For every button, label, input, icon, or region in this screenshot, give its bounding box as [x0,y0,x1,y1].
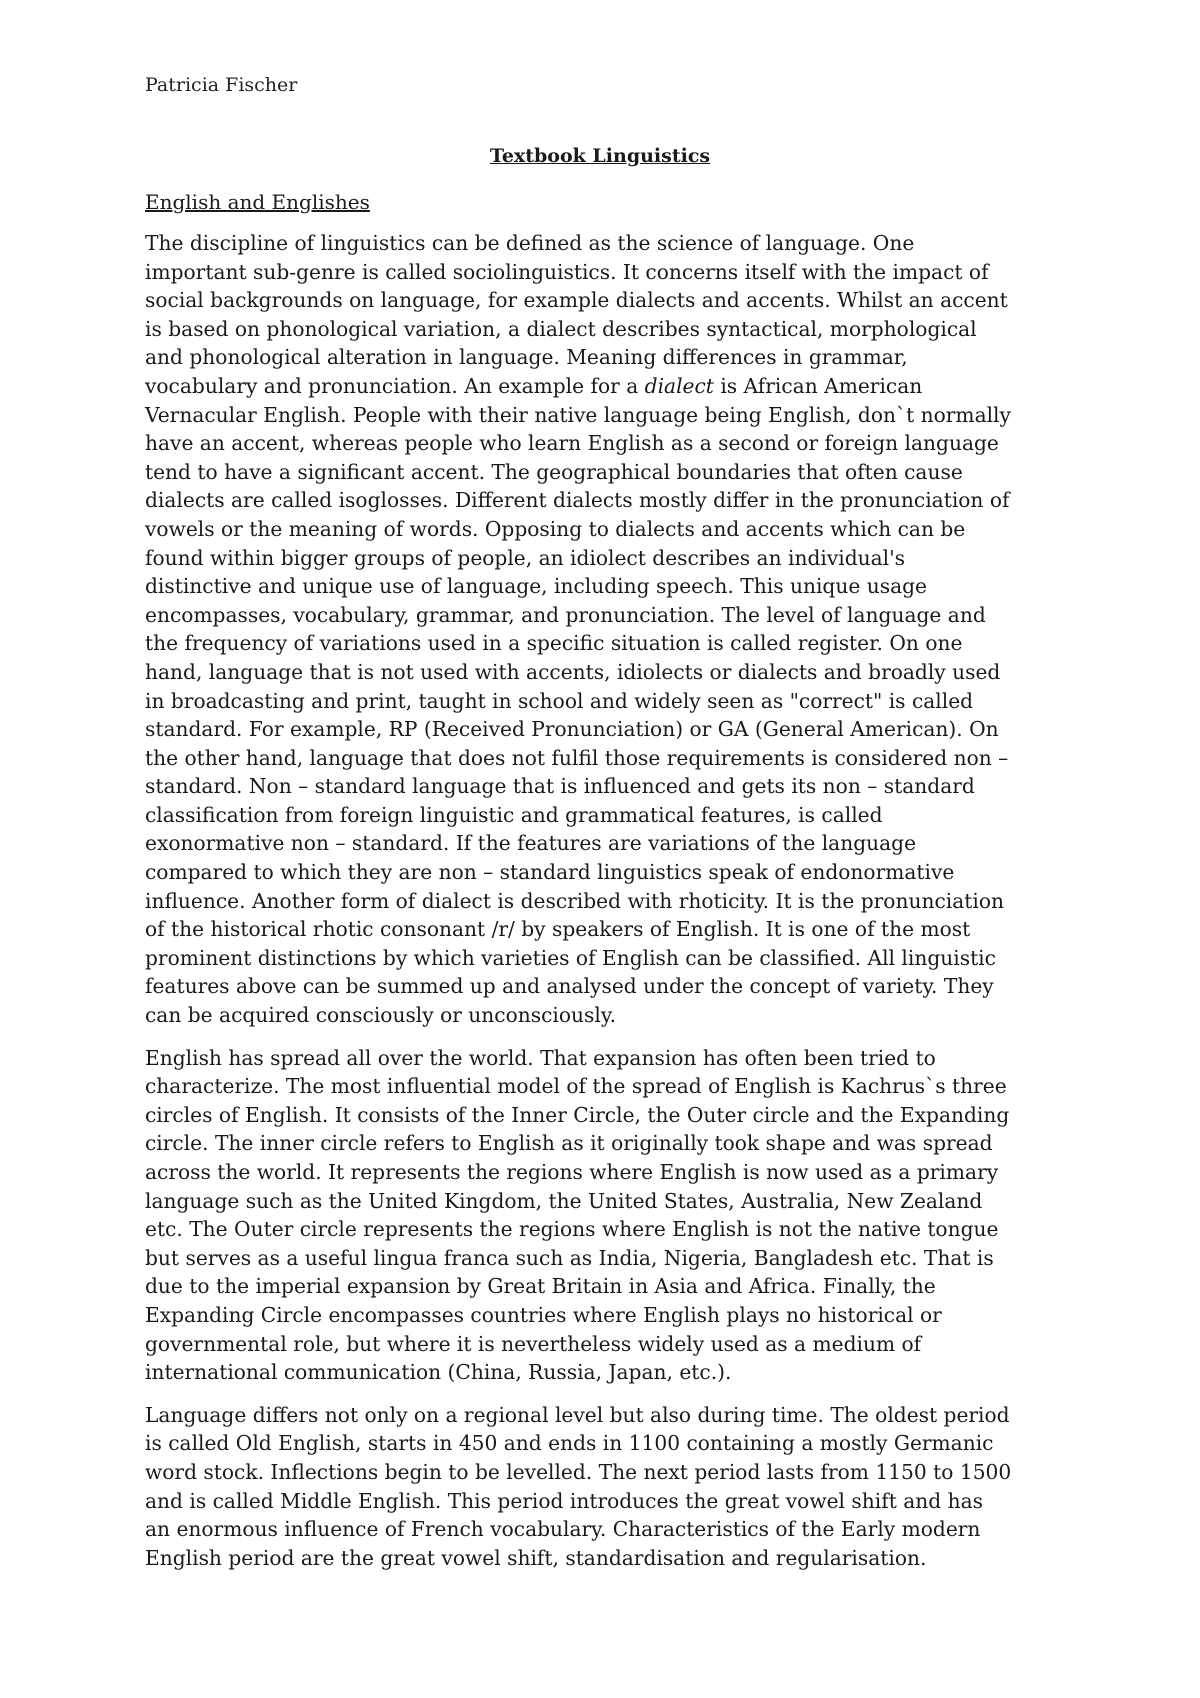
text-line: standard. Non – standard language that is influenced and gets its non – standard [145,774,975,799]
text-line: The discipline of linguistics can be defined as the science of language. One [145,231,915,255]
text-line: Expanding Circle encompasses countries where English plays no historical or [145,1302,942,1327]
text-line: encompasses, vocabulary, grammar, and pronunciation. The level of language and [145,602,986,627]
text-line: the frequency of variations used in a specific situation is called register. On one [145,631,963,656]
text-fragment: vocabulary and pronunciation. An example for a [145,373,645,398]
text-line: tend to have a significant accent. The geographical boundaries that often cause [145,459,963,484]
text-line: vowels or the meaning of words. Opposing to dialects and accents which can be [145,516,966,541]
text-line: international communication (China, Russia, Japan, etc.). [145,1360,732,1385]
text-line: Language differs not only on a regional level but also during time. The oldest period [145,1402,1010,1427]
text-line: due to the imperial expansion by Great Britain in Asia and Africa. Finally, the [145,1274,936,1299]
emphasized-term: dialect [644,373,714,398]
text-line: language such as the United Kingdom, the United States, Australia, New Zealand [145,1188,983,1213]
text-line: circle. The inner circle refers to English as it originally took shape and was spread [145,1131,993,1156]
body-paragraph [145,1044,1065,1387]
text-line: but serves as a useful lingua franca such as India, Nigeria, Bangladesh etc. That is [145,1245,994,1270]
body-paragraph [145,1401,1065,1573]
text-line: the other hand, language that does not fulfil those requirements is considered non – [145,745,1009,770]
text-line: etc. The Outer circle represents the regions where English is not the native tongue [145,1217,999,1242]
text-line: classification from foreign linguistic and grammatical features, is called [145,802,883,827]
text-line: exonormative non – standard. If the features are variations of the language [145,831,917,856]
text-line: and is called Middle English. This period introduces the great vowel shift and has [145,1488,984,1513]
text-line: dialects are called isoglosses. Different dialects mostly differ in the pronunciation of [145,488,1010,513]
text-line: characterize. The most influential model of the spread of English is Kachrus`s three [145,1074,1007,1099]
text-line: English period are the great vowel shift, standardisation and regularisation. [145,1545,927,1570]
text-line [145,372,1065,401]
text-line: of the historical rhotic consonant /r/ by speakers of English. It is one of the most [145,917,971,942]
text-line: is based on phonological variation, a dialect describes syntactical, morphological [145,316,977,341]
author-name: Patricia Fischer [145,74,298,96]
text-line: across the world. It represents the regions where English is now used as a primary [145,1160,999,1184]
body-paragraph [145,229,1065,1030]
text-line: English has spread all over the world. That expansion has often been tried to [145,1045,936,1070]
text-line: in broadcasting and print, taught in school and widely seen as "correct" is called [145,688,974,713]
text-line: compared to which they are non – standard linguistics speak of endonormative [145,860,955,885]
text-line: found within bigger groups of people, an idiolect describes an individual's [145,545,906,570]
document-body [145,229,1065,1586]
text-line: social backgrounds on language, for example dialects and accents. Whilst an accent [145,288,1008,313]
text-line: is called Old English, starts in 450 and ends in 1100 containing a mostly Germanic [145,1431,994,1456]
text-line: governmental role, but where it is nevertheless widely used as a medium of [145,1331,922,1356]
text-line: hand, language that is not used with accents, idiolects or dialects and broadly used [145,659,1001,684]
text-line: can be acquired consciously or unconsciously. [145,1003,617,1028]
text-line: standard. For example, RP (Received Pronunciation) or GA (General American). On [145,717,999,742]
text-line: distinctive and unique use of language, including speech. This unique usage [145,574,927,599]
text-line: features above can be summed up and analysed under the concept of variety. They [145,974,994,999]
document-title: Textbook Linguistics [489,145,711,167]
text-line: circles of English. It consists of the Inner Circle, the Outer circle and the Expanding [145,1102,1010,1127]
text-line: prominent distinctions by which varieties of English can be classified. All linguistic [145,945,996,970]
text-fragment: is African American [713,373,923,398]
text-line: have an accent, whereas people who learn English as a second or foreign language [145,431,999,456]
text-line: important sub-genre is called sociolinguistics. It concerns itself with the impact of [145,259,989,284]
text-line: word stock. Inflections begin to be levelled. The next period lasts from 1150 to 1500 [145,1459,1012,1484]
text-line: an enormous influence of French vocabulary. Characteristics of the Early modern [145,1517,981,1542]
section-heading: English and Englishes [145,190,370,214]
text-line: influence. Another form of dialect is described with rhoticity. It is the pronunciation [145,888,1004,913]
text-line: and phonological alteration in language. Meaning differences in grammar, [145,345,908,370]
text-line: Vernacular English. People with their native language being English, don`t normally [145,402,1011,427]
